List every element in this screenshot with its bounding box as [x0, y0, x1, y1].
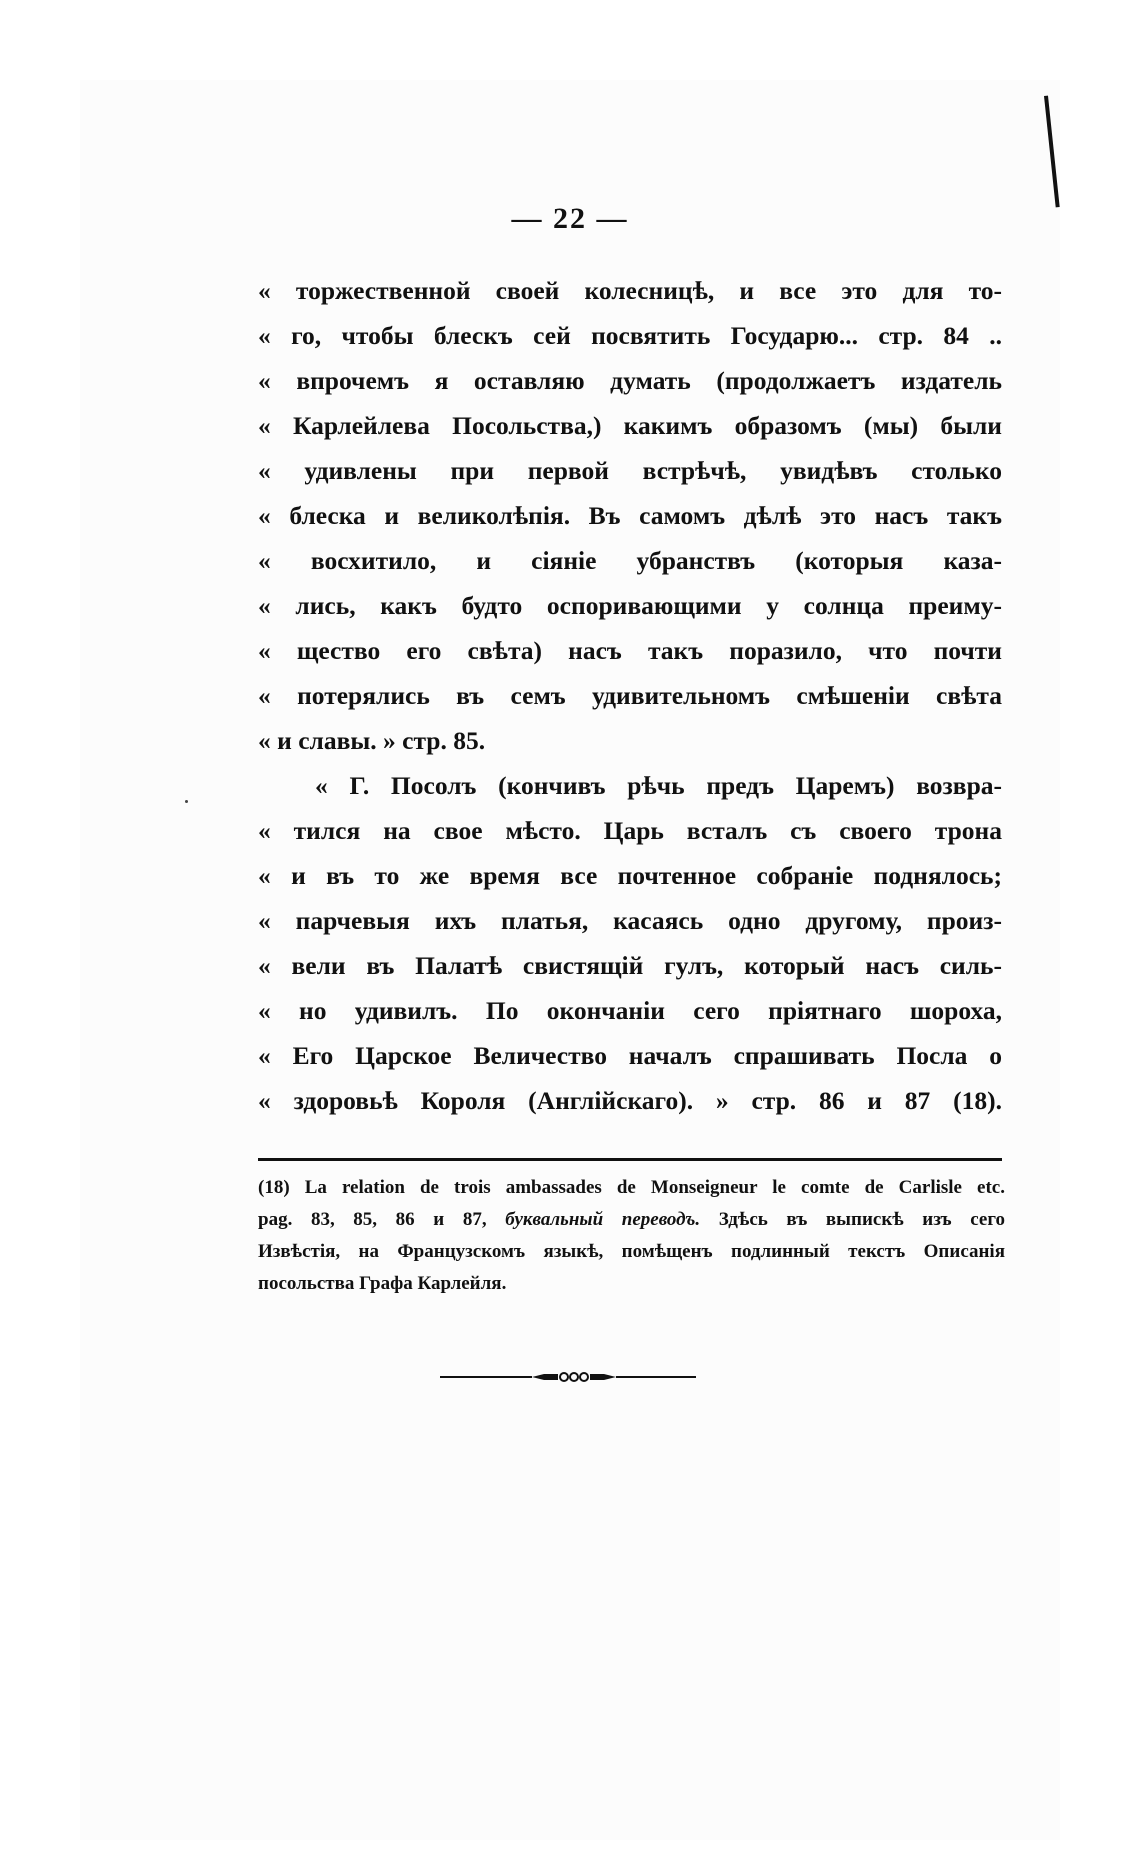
- text-line: « и въ то же время все почтенное собраніе поднялось;: [258, 861, 1002, 890]
- text-line: « тился на свое мѣсто. Царь всталъ съ своего трона: [258, 816, 1002, 845]
- ornament-bar-right: [590, 1374, 616, 1380]
- ornament-ring: [570, 1373, 578, 1381]
- text-line: « вели въ Палатѣ свистящій гулъ, который насъ силь-: [258, 951, 1002, 980]
- footnote-text: pag. 83, 85, 86 и 87,: [258, 1209, 506, 1230]
- text-line: « восхитило, и сіяніе убранствъ (которыя каза-: [258, 546, 1002, 575]
- text-line: « торжественной своей колесницѣ, и все это для то-: [258, 276, 1002, 305]
- footnote-line: [258, 1204, 1005, 1236]
- text-line: « здоровьѣ Короля (Англійскаго). » стр. 86 и 87 (18).: [258, 1086, 1002, 1115]
- text-line: « потерялись въ семъ удивительномъ смѣшеніи свѣта: [258, 681, 1002, 710]
- text-line: « щество его свѣта) насъ такъ поразило, что почти: [258, 636, 1002, 665]
- text-line: « и славы. » стр. 85.: [258, 726, 486, 755]
- text-line: « го, чтобы блескъ сей посвятить Государю... стр. 84 ..: [258, 321, 1002, 350]
- footnote-italic-text: буквальный переводъ.: [505, 1209, 701, 1230]
- footnote-text: Здѣсь въ выпискѣ изъ сего: [700, 1209, 1006, 1230]
- footnote-line: посольства Графа Карлейля.: [258, 1273, 507, 1294]
- text-line: « Карлейлева Посольства,) какимъ образомъ (мы) были: [258, 411, 1002, 440]
- footnote-line: Извѣстія, на Французскомъ языкѣ, помѣщенъ подлинный текстъ Описанія: [258, 1241, 1005, 1262]
- text-line: « Его Царское Величество началъ спрашивать Посла о: [258, 1041, 1002, 1070]
- scan-speck: [185, 800, 188, 803]
- text-line: « лись, какъ будто оспоривающими у солнца преиму-: [258, 591, 1002, 620]
- end-ornament: [440, 1369, 696, 1385]
- ornament-ring: [580, 1373, 588, 1381]
- text-line: « парчевыя ихъ платья, касаясь одно другому, произ-: [258, 906, 1002, 935]
- text-line: « удивлены при первой встрѣчѣ, увидѣвъ столько: [258, 456, 1002, 485]
- page-number: — 22 —: [511, 202, 629, 235]
- text-line: « впрочемъ я оставляю думать (продолжаетъ издатель: [258, 366, 1002, 395]
- ornament-bar-left: [532, 1374, 558, 1380]
- footnote-divider: [258, 1158, 1002, 1161]
- paragraph-start-line: « Г. Посолъ (кончивъ рѣчь предъ Царемъ) возвра-: [315, 771, 1002, 800]
- text-line: « но удивилъ. По окончаніи сего пріятнаго шороха,: [258, 996, 1002, 1025]
- footnote-line: (18) La relation de trois ambassades de Monseigneur le comte de Carlisle etc.: [258, 1177, 1005, 1198]
- text-line: « блеска и великолѣпія. Въ самомъ дѣлѣ это насъ такъ: [258, 501, 1002, 530]
- footnote: [258, 1172, 1005, 1300]
- main-text: [258, 268, 1002, 1123]
- ornament-ring: [560, 1373, 568, 1381]
